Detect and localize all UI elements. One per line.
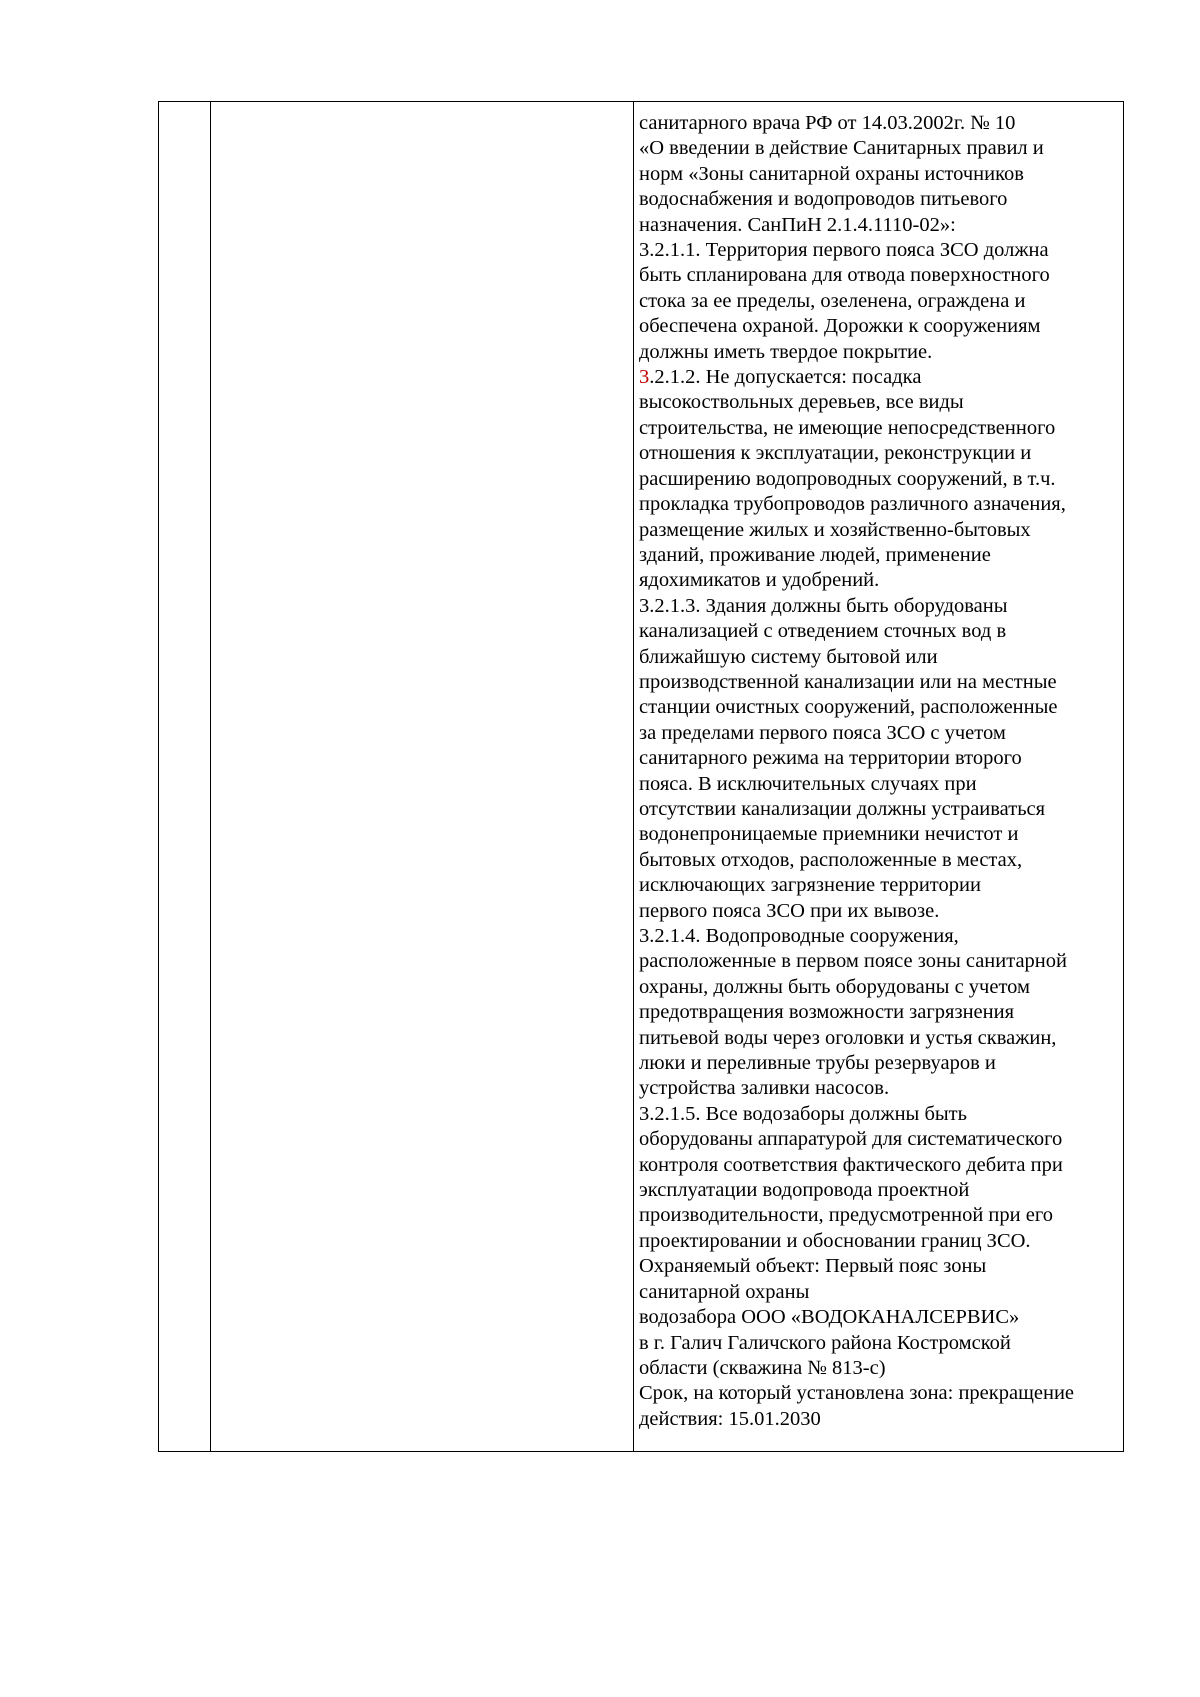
text-line: первого пояса ЗСО при их вывозе.	[639, 899, 940, 922]
text-line: водонепроницаемые приемники нечистот и	[639, 823, 1019, 846]
text-line: Охраняемый объект: Первый пояс зоны	[639, 1255, 987, 1278]
text-line: проектировании и обосновании границ ЗСО.	[639, 1229, 1031, 1252]
table-cell-requirements	[634, 102, 1124, 1452]
text-line: размещение жилых и хозяйственно-бытовых	[639, 518, 1031, 541]
text-line: ядохимикатов и удобрений.	[639, 569, 880, 592]
text-line: исключающих загрязнение территории	[639, 874, 981, 897]
text-line: высокоствольных деревьев, все виды	[639, 391, 964, 414]
text-line: санитарной охраны	[639, 1280, 810, 1303]
table-cell-number	[159, 102, 211, 1452]
text-line-rest: .2.1.2. Не допускается: посадка	[649, 366, 922, 389]
text-line: за пределами первого пояса ЗСО с учетом	[639, 721, 1006, 744]
text-line: питьевой воды через оголовки и устья скважин,	[639, 1026, 1057, 1049]
document-table	[158, 101, 1124, 1452]
text-line: эксплуатации водопровода проектной	[639, 1179, 970, 1202]
requirements-text	[634, 102, 1123, 1432]
text-line: пояса. В исключительных случаях при	[639, 772, 977, 795]
text-line: быть спланирована для отвода поверхностного	[639, 264, 1050, 287]
text-line: контроля соответствия фактического дебита при	[639, 1153, 1063, 1176]
text-line: назначения. СанПиН 2.1.4.1110-02»:	[639, 213, 956, 236]
text-line: производительности, предусмотренной при его	[639, 1204, 1053, 1227]
text-line: области (скважина № 813-с)	[639, 1356, 886, 1379]
text-line: действия: 15.01.2030	[639, 1407, 821, 1430]
table-row	[159, 102, 1124, 1452]
text-line: охраны, должны быть оборудованы с учетом	[639, 975, 1030, 998]
text-line: бытовых отходов, расположенные в местах,	[639, 848, 1023, 871]
text-line: отсутствии канализации должны устраиваться	[639, 797, 1046, 820]
text-line: люки и переливные трубы резервуаров и	[639, 1052, 996, 1075]
text-line: 3.2.1.5. Все водозаборы должны быть	[639, 1102, 967, 1125]
text-line: станции очистных сооружений, расположенные	[639, 696, 1058, 719]
table-cell-description	[211, 102, 634, 1452]
text-line: канализацией с отведением сточных вод в	[639, 620, 1007, 643]
text-line: водозабора ООО «ВОДОКАНАЛСЕРВИС»	[639, 1306, 1020, 1329]
text-line: прокладка трубопроводов различного азначения,	[639, 493, 1066, 516]
text-line: предотвращения возможности загрязнения	[639, 1001, 1015, 1024]
text-line: санитарного режима на территории второго	[639, 747, 1022, 770]
text-line: оборудованы аппаратурой для систематического	[639, 1128, 1063, 1151]
text-line: обеспечена охраной. Дорожки к сооружениям	[639, 315, 1041, 338]
text-line: норм «Зоны санитарной охраны источников	[639, 162, 1024, 185]
text-line: «О введении в действие Санитарных правил и	[639, 137, 1044, 160]
text-line: санитарного врача РФ от 14.03.2002г. № 10	[639, 112, 1016, 134]
text-line: ближайшую систему бытовой или	[639, 645, 938, 668]
text-line: водоснабжения и водопроводов питьевого	[639, 188, 1008, 211]
text-line: строительства, не имеющие непосредственного	[639, 416, 1056, 439]
text-line: отношения к эксплуатации, реконструкции и	[639, 442, 1032, 465]
text-line	[639, 365, 1117, 390]
highlighted-character: 3	[639, 366, 650, 389]
text-line: устройства заливки насосов.	[639, 1077, 890, 1100]
text-line: производственной канализации или на местные	[639, 670, 1057, 693]
text-line: 3.2.1.3. Здания должны быть оборудованы	[639, 594, 1008, 617]
text-line: стока за ее пределы, озеленена, ограждена и	[639, 289, 1026, 312]
text-line: должны иметь твердое покрытие.	[639, 340, 933, 363]
text-line: Срок, на который установлена зона: прекращение	[639, 1382, 1075, 1405]
text-line: расположенные в первом поясе зоны санитарной	[639, 950, 1067, 973]
text-line: зданий, проживание людей, применение	[639, 543, 991, 566]
text-line: расширению водопроводных сооружений, в т.ч.	[639, 467, 1056, 490]
text-line: 3.2.1.4. Водопроводные сооружения,	[639, 925, 959, 947]
text-line: 3.2.1.1. Территория первого пояса ЗСО должна	[639, 239, 1049, 262]
text-line: в г. Галич Галичского района Костромской	[639, 1331, 1011, 1354]
